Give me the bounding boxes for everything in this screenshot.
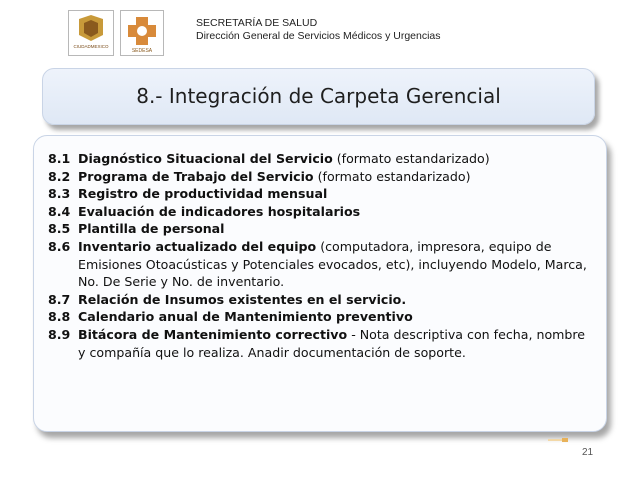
list-item [48,185,593,203]
list-item [48,220,593,238]
item-title: Inventario actualizado del equipo [78,238,317,254]
item-list [48,150,593,361]
item-title: Diagnóstico Situacional del Servicio [78,151,333,166]
item-number: 8.3 [48,186,71,202]
item-title: Calendario anual de Mantenimiento preventivo [78,309,413,325]
item-title: Registro de productividad mensual [78,186,328,202]
svg-text:SEDESA: SEDESA [131,48,153,54]
item-detail: (formato estandarizado) [313,168,471,184]
title-box [42,68,595,125]
svg-text:CIUDADMEXICO: CIUDADMEXICO [73,44,109,49]
slide-title: 8.- Integración de Carpeta Gerencial [136,84,501,108]
item-number: 8.7 [48,291,71,307]
item-detail: (formato estandarizado) [332,151,490,166]
cdmx-logo [68,10,114,56]
footer-decoration [548,437,588,443]
item-title: Bitácora de Mantenimiento correctivo [78,326,348,342]
item-detail: - Nota descriptiva con fecha, nombre y compañía que lo realiza. Anadir documentación de soporte. [78,326,586,360]
header-institution: SECRETARÍA DE SALUD [196,17,318,29]
item-number: 8.4 [48,203,71,219]
list-item [48,168,593,186]
list-item [48,150,593,168]
list-item [48,326,593,361]
header-text [196,17,441,43]
item-number: 8.9 [48,326,71,342]
item-title: Plantilla de personal [78,221,225,237]
list-item [48,291,593,309]
sedesa-logo [120,10,164,56]
header-department: Dirección General de Servicios Médicos y Urgencias [196,30,441,42]
list-item [48,308,593,326]
list-item [48,203,593,221]
item-number: 8.8 [48,309,71,325]
header-logos [68,10,163,54]
item-number: 8.6 [48,238,71,254]
item-number: 8.2 [48,168,71,184]
slide-number: 21 [582,447,594,458]
item-title: Evaluación de indicadores hospitalarios [78,203,361,219]
item-number: 8.1 [48,151,71,166]
item-title: Relación de Insumos existentes en el servicio. [78,291,407,307]
item-title: Programa de Trabajo del Servicio [78,168,314,184]
list-item [48,238,593,291]
item-number: 8.5 [48,221,71,237]
item-detail: (computadora, impresora, equipo de Emisiones Otoacústicas y Potenciales evocados, etc), incluyendo Modelo, Marca, No. De Serie y No. de inventario. [78,238,587,290]
